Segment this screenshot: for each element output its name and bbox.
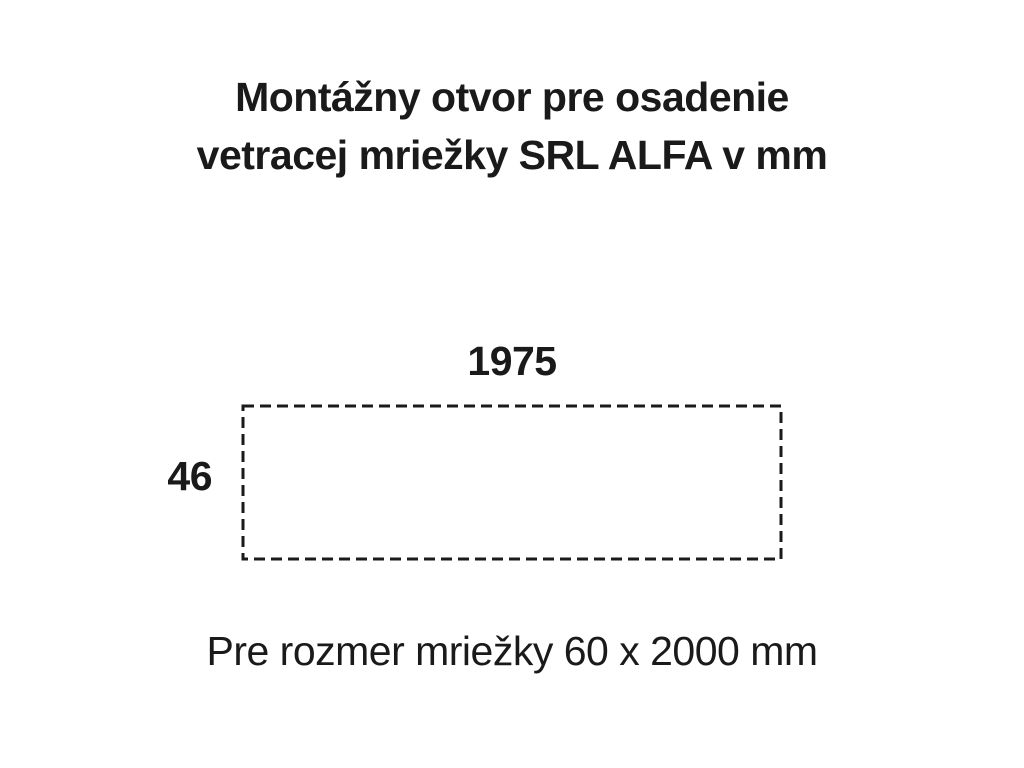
diagram-title <box>0 68 1024 184</box>
mounting-hole-outline <box>241 404 783 561</box>
diagram-title-line-2: vetracej mriežky SRL ALFA v mm <box>196 132 828 178</box>
width-dimension-label: 1975 <box>467 338 557 384</box>
grille-size-caption: Pre rozmer mriežky 60 x 2000 mm <box>206 628 818 674</box>
height-dimension-label: 46 <box>167 453 212 499</box>
diagram-title-line-1: Montážny otvor pre osadenie <box>235 74 789 120</box>
mounting-hole-dashed-rect <box>243 406 781 559</box>
